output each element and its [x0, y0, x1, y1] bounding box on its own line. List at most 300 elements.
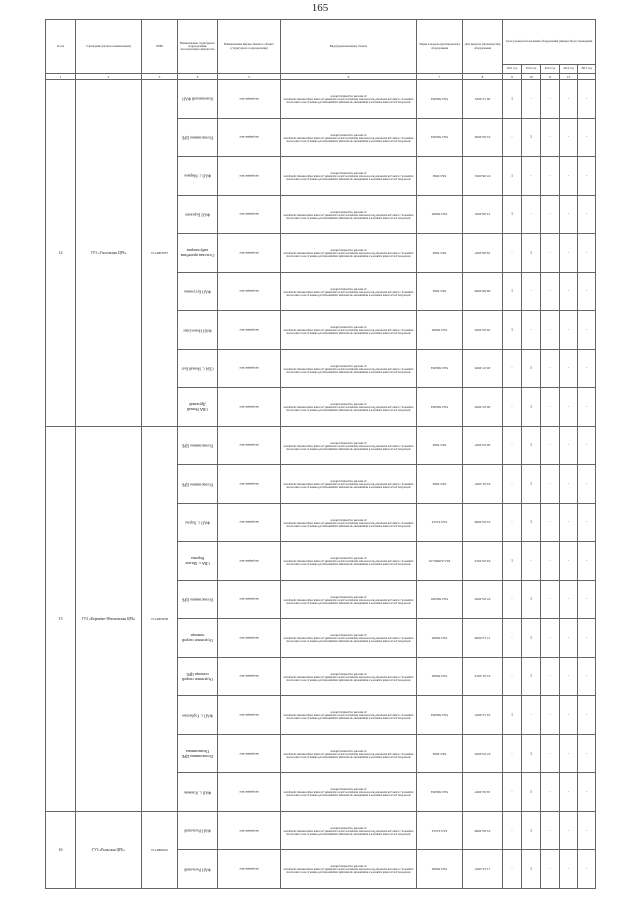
division-name: [178, 503, 218, 542]
equipment-model-text: УАЗ 396294: [430, 404, 449, 409]
division-label: ФАП Рыльский: [184, 828, 211, 834]
column-number: 6: [281, 74, 417, 80]
manufacture-date: [463, 542, 503, 581]
manufacture-date-text: 25.12.2007: [474, 713, 491, 717]
object-type: [218, 349, 281, 388]
object-purpose: [281, 195, 417, 234]
usage-year-value: -: [522, 157, 541, 196]
usage-year-value: -: [560, 80, 578, 119]
equipment-model: [417, 542, 463, 581]
header-year: 2012 год: [522, 65, 541, 74]
usage-year-value: -: [541, 619, 560, 658]
row-number: 14: [46, 80, 76, 427]
object-type-text: медицинское: [239, 520, 259, 525]
usage-year-value: 1: [503, 542, 522, 581]
equipment-model: [417, 118, 463, 157]
manufacture-date: [463, 195, 503, 234]
usage-year-value: 1: [522, 426, 541, 465]
manufacture-date: [463, 811, 503, 850]
manufacture-date-text: 16.02.2007: [474, 790, 491, 795]
table-row: [46, 426, 596, 465]
usage-year-value: -: [541, 773, 560, 812]
object-purpose: [281, 272, 417, 311]
object-type: [218, 696, 281, 735]
equipment-model: [417, 657, 463, 696]
manufacture-date: [463, 349, 503, 388]
header-usage-group: Срок (сроки) использования оборудования (имущества) в учреждении: [503, 20, 596, 65]
division-label: Поликлиника ЦРБ: [181, 597, 214, 603]
register-body: [46, 80, 596, 889]
object-purpose-text: автомобиль для доставки пациентов в медицинские организации, медицинских работников до места жительства пациентов, а также для перевозки биологических материалов для исследований, доставки лекарственных препаратов до жителей отдаленных районов: [283, 826, 414, 836]
object-type-text: медицинское: [239, 443, 259, 448]
manufacture-date-text: 17.12.2009: [474, 635, 491, 640]
equipment-model: [417, 195, 463, 234]
division-name: [178, 272, 218, 311]
division-label: СВА Новый Дружный: [187, 402, 208, 413]
object-type-text: медицинское: [239, 597, 259, 602]
object-purpose-text: автомобиль для доставки пациентов в медицинские организации, медицинских работников до места жительства пациентов, а также для перевозки биологических материалов для исследований, доставки лекарственных препаратов до жителей отдаленных районов: [283, 286, 414, 296]
object-type-text: медицинское: [239, 212, 259, 217]
usage-year-value: -: [578, 157, 596, 196]
object-type: [218, 388, 281, 427]
division-label: СВА с. Новый Быт: [181, 366, 214, 372]
object-purpose: [281, 426, 417, 465]
usage-year-value: -: [578, 80, 596, 119]
equipment-model: [417, 388, 463, 427]
object-type-text: медицинское: [239, 366, 259, 371]
object-type: [218, 234, 281, 273]
equipment-model-text: УАЗ 39629: [431, 327, 448, 332]
manufacture-date: [463, 118, 503, 157]
object-purpose-text: автомобиль для доставки пациентов в медицинские организации, медицинских работников до места жительства пациентов, а также для перевозки биологических материалов для исследований, доставки лекарственных препаратов до жителей отдаленных районов: [283, 864, 414, 874]
equipment-model: [417, 272, 463, 311]
usage-year-value: -: [560, 657, 578, 696]
usage-year-value: -: [541, 503, 560, 542]
object-purpose-text: автомобиль для доставки пациентов в медицинские организации, медицинских работников до места жительства пациентов, а также для перевозки биологических материалов для исследований, доставки лекарственных препаратов до жителей отдаленных районов: [283, 171, 414, 181]
usage-year-value: -: [503, 580, 522, 619]
manufacture-date-text: 20.07.2005: [474, 366, 491, 371]
equipment-model: [417, 465, 463, 504]
object-purpose-text: автомобиль для доставки пациентов в медицинские организации, медицинских работников до места жительства пациентов, а также для перевозки биологических материалов для исследований, доставки лекарственных препаратов до жителей отдаленных районов: [283, 94, 414, 104]
usage-year-value: -: [503, 118, 522, 157]
object-purpose: [281, 657, 417, 696]
equipment-model-text: УАЗ 39629: [431, 635, 448, 640]
usage-year-value: -: [503, 349, 522, 388]
manufacture-date-text: 10.05.2003: [474, 327, 491, 332]
object-type: [218, 773, 281, 812]
manufacture-date: [463, 773, 503, 812]
usage-year-value: -: [541, 696, 560, 735]
object-type-text: медицинское: [239, 250, 259, 255]
usage-year-value: -: [560, 734, 578, 773]
usage-year-value: -: [503, 426, 522, 465]
division-name: [178, 811, 218, 850]
equipment-model: [417, 696, 463, 735]
manufacture-date-text: 01.03.2006: [474, 520, 491, 525]
division-name: [178, 465, 218, 504]
object-type-text: медицинское: [239, 867, 259, 872]
object-purpose-text: автомобиль для доставки пациентов в медицинские организации, медицинских работников до места жительства пациентов, а также для перевозки биологических материалов для исследований, доставки лекарственных препаратов до жителей отдаленных районов: [283, 594, 414, 605]
header-num: № п/п: [46, 20, 76, 74]
usage-year-value: -: [560, 157, 578, 196]
object-type-text: медицинское: [239, 790, 259, 795]
object-purpose-text: автомобиль для доставки пациентов в медицинские организации, медицинских работников до места жительства пациентов, а также для перевозки биологических материалов для исследований, доставки лекарственных препаратов до жителей отдаленных районов: [283, 479, 414, 489]
object-purpose: [281, 234, 417, 273]
division-label: ФАП с. Горбатово: [182, 713, 213, 719]
object-type-text: медицинское: [239, 135, 259, 140]
division-label: ФАП Рыльский: [184, 867, 211, 873]
header-type: Вид (предназначение) объекта: [281, 20, 417, 74]
column-number: 11: [541, 74, 560, 80]
object-purpose-text: автомобиль для доставки пациентов в медицинские организации, медицинских работников до места жительства пациентов, а также для перевозки биологических материалов для исследований, доставки лекарственных препаратов до жителей отдаленных районов: [283, 402, 414, 412]
equipment-model-text: УАЗ 396294: [430, 96, 449, 101]
equipment-model-text: УАЗ 39629: [431, 674, 448, 679]
manufacture-date: [463, 657, 503, 696]
manufacture-date: [463, 311, 503, 350]
manufacture-date-text: 20.07.2005: [474, 404, 491, 409]
division-label: ФАП с. Клевень: [183, 790, 212, 796]
usage-year-value: -: [560, 619, 578, 658]
equipment-model: [417, 619, 463, 658]
object-purpose: [281, 734, 417, 773]
organization-name: ГУЗ «Ухоловская ЦРБ»: [76, 80, 142, 427]
object-type-text: медицинское: [239, 828, 259, 833]
column-number: 2: [76, 74, 142, 80]
manufacture-date-text: 11.12.2007: [474, 867, 491, 872]
object-purpose: [281, 465, 417, 504]
table-row: [46, 80, 596, 119]
equipment-model-text: УАЗ 3962: [432, 250, 447, 255]
usage-year-value: -: [560, 503, 578, 542]
object-purpose-text: автомобиль для доставки пациентов в медицинские организации, медицинских работников до места жительства пациентов, а также для перевозки биологических материалов для исследований, доставки лекарственных препаратов до жителей отдаленных районов: [283, 787, 414, 797]
manufacture-date-text: 25.04.2002: [474, 135, 491, 140]
manufacture-date: [463, 850, 503, 889]
usage-year-value: 1: [503, 272, 522, 311]
header-division: Наименование структурного подразделения, использующего имущество: [178, 20, 218, 74]
header-org: Учреждение (полное наименование): [76, 20, 142, 74]
usage-year-value: 1: [522, 234, 541, 273]
usage-year-value: -: [560, 311, 578, 350]
object-type-text: медицинское: [239, 327, 259, 332]
usage-year-value: -: [541, 426, 560, 465]
usage-year-value: -: [578, 850, 596, 889]
usage-year-value: -: [541, 465, 560, 504]
object-type-text: медицинское: [239, 558, 259, 563]
usage-year-value: -: [578, 388, 596, 427]
division-name: [178, 195, 218, 234]
usage-year-value: -: [560, 850, 578, 889]
manufacture-date-text: 20.03.2007: [474, 443, 491, 448]
table-row: [46, 811, 596, 850]
manufacture-date: [463, 80, 503, 119]
division-name: [178, 426, 218, 465]
object-type-text: медицинское: [239, 404, 259, 409]
object-type-text: медицинское: [239, 674, 259, 679]
division-name: [178, 311, 218, 350]
division-label: Поликлиника ЦРБ: [181, 482, 214, 488]
manufacture-date-text: 22.01.2007: [474, 481, 491, 486]
usage-year-value: -: [503, 234, 522, 273]
equipment-model: [417, 773, 463, 812]
manufacture-date-text: 20.12.2001: [474, 96, 491, 101]
organization-inn: 7214000041: [142, 811, 178, 888]
object-purpose-text: автомобиль для доставки пациентов в медицинские организации, медицинских работников до места жительства пациентов, а также для перевозки биологических материалов для исследований, доставки лекарственных препаратов до жителей отдаленных районов: [283, 363, 414, 373]
usage-year-value: -: [541, 272, 560, 311]
object-purpose: [281, 311, 417, 350]
column-number: 7: [417, 74, 463, 80]
object-type-text: медицинское: [239, 635, 259, 640]
object-purpose-text: автомобиль для доставки пациентов в медицинские организации, медицинских работников до места жительства пациентов, а также для перевозки биологических материалов для исследований, доставки лекарственных препаратов до жителей отдаленных районов: [283, 440, 414, 451]
object-purpose: [281, 542, 417, 581]
header-year: 2015 год: [578, 65, 596, 74]
division-name: [178, 80, 218, 119]
division-name: [178, 542, 218, 581]
manufacture-date: [463, 580, 503, 619]
usage-year-value: -: [578, 811, 596, 850]
manufacture-date: [463, 157, 503, 196]
usage-year-value: -: [578, 311, 596, 350]
usage-year-value: -: [560, 388, 578, 427]
usage-year-value: -: [541, 657, 560, 696]
object-type-text: медицинское: [239, 751, 259, 756]
division-label: Сельская врачебная амбулатория: [180, 248, 215, 259]
usage-year-value: 1: [522, 734, 541, 773]
usage-year-value: -: [578, 503, 596, 542]
equipment-model-text: ГАЗ 32214: [431, 520, 448, 525]
object-purpose: [281, 619, 417, 658]
object-purpose: [281, 773, 417, 812]
header-inn: ИНН: [142, 20, 178, 74]
column-number: 1: [46, 74, 76, 80]
manufacture-date-text: 07.03.2005: [474, 597, 491, 602]
equipment-model-text: УАЗ 396294: [430, 713, 449, 717]
usage-year-value: 1: [522, 773, 541, 812]
usage-year-value: -: [560, 696, 578, 735]
usage-year-value: -: [560, 811, 578, 850]
equipment-model-text: УАЗ 3962: [432, 443, 447, 448]
division-label: ФАП Бугулевка: [184, 289, 211, 295]
usage-year-value: -: [560, 118, 578, 157]
object-purpose: [281, 850, 417, 889]
object-type-text: медицинское: [239, 96, 259, 101]
object-purpose: [281, 80, 417, 119]
column-number: 12: [560, 74, 578, 80]
division-label: Поликлиника ЦРБ: [181, 135, 214, 141]
equipment-model-text: УАЗ 3962: [432, 289, 447, 294]
division-label: ФАП Березово: [185, 212, 210, 218]
organization-inn: 7214003057: [142, 80, 178, 427]
usage-year-value: 1: [503, 157, 522, 196]
division-name: [178, 734, 218, 773]
usage-year-value: -: [541, 349, 560, 388]
usage-year-value: 1: [503, 80, 522, 119]
column-number: 5: [218, 74, 281, 80]
object-type: [218, 580, 281, 619]
usage-year-value: -: [503, 657, 522, 696]
usage-year-value: -: [560, 580, 578, 619]
division-label: СВА с. Малые Коровы: [185, 556, 210, 567]
usage-year-value: 1: [503, 195, 522, 234]
usage-year-value: -: [541, 195, 560, 234]
object-type: [218, 542, 281, 581]
equipment-model-text: УАЗ 396294: [430, 790, 449, 795]
manufacture-date: [463, 426, 503, 465]
object-type: [218, 657, 281, 696]
equipment-model: [417, 80, 463, 119]
usage-year-value: -: [541, 234, 560, 273]
division-name: [178, 850, 218, 889]
equipment-model: [417, 311, 463, 350]
usage-year-value: -: [578, 118, 596, 157]
manufacture-date-text: 01.01.2010: [474, 674, 491, 679]
column-number: 3: [142, 74, 178, 80]
usage-year-value: -: [578, 773, 596, 812]
object-type: [218, 426, 281, 465]
division-name: [178, 388, 218, 427]
usage-year-value: -: [560, 465, 578, 504]
usage-year-value: -: [578, 542, 596, 581]
usage-year-value: -: [503, 734, 522, 773]
manufacture-date-text: 19.06.2007: [474, 250, 491, 255]
usage-year-value: -: [560, 773, 578, 812]
usage-year-value: 1: [522, 118, 541, 157]
usage-year-value: -: [541, 580, 560, 619]
object-type: [218, 811, 281, 850]
object-purpose-text: автомобиль для доставки пациентов в медицинские организации, медицинских работников до места жительства пациентов, а также для перевозки биологических материалов для исследований, доставки лекарственных препаратов до жителей отдаленных районов: [283, 748, 414, 759]
usage-year-value: -: [503, 850, 522, 889]
usage-year-value: -: [578, 734, 596, 773]
usage-year-value: -: [541, 80, 560, 119]
object-type: [218, 619, 281, 658]
manufacture-date-text: 25.04.2006: [474, 828, 491, 833]
object-purpose: [281, 157, 417, 196]
equipment-model: [417, 811, 463, 850]
header-date: Дата выпуска (производства) оборудования: [463, 20, 503, 74]
manufacture-date: [463, 465, 503, 504]
manufacture-date: [463, 234, 503, 273]
object-purpose-text: автомобиль для доставки пациентов в медицинские организации, медицинских работников до места жительства пациентов, а также для перевозки биологических материалов для исследований, доставки лекарственных препаратов до жителей отдаленных районов: [283, 132, 414, 142]
usage-year-value: -: [578, 234, 596, 273]
usage-year-value: 1: [522, 619, 541, 658]
organization-inn: 7214003058: [142, 426, 178, 811]
usage-year-value: -: [522, 311, 541, 350]
usage-year-value: -: [541, 388, 560, 427]
equipment-model-text: УАЗ 3962: [432, 481, 447, 486]
manufacture-date-text: 08.08.2000: [474, 289, 491, 294]
header-year: 2014 год: [560, 65, 578, 74]
manufacture-date: [463, 388, 503, 427]
manufacture-date: [463, 272, 503, 311]
object-type-text: медицинское: [239, 713, 259, 717]
usage-year-value: -: [560, 234, 578, 273]
object-type: [218, 465, 281, 504]
division-label: Отделение скорой помощи: [182, 633, 213, 644]
object-type: [218, 195, 281, 234]
column-number: 8: [463, 74, 503, 80]
usage-year-value: -: [560, 426, 578, 465]
row-number: 16: [46, 811, 76, 888]
division-label: ФАП с. Хорлы: [185, 520, 210, 526]
usage-year-value: -: [541, 118, 560, 157]
organization-name: ГУЗ «Рыльская ЦРБ»: [76, 811, 142, 888]
manufacture-date-text: 07.08.2001: [474, 173, 491, 178]
manufacture-date: [463, 734, 503, 773]
object-type: [218, 311, 281, 350]
usage-year-value: -: [541, 157, 560, 196]
equipment-model: [417, 426, 463, 465]
usage-year-value: 1: [522, 388, 541, 427]
usage-year-value: -: [503, 619, 522, 658]
object-purpose-text: автомобиль для доставки пациентов в медицинские организации, медицинских работников до места жительства пациентов, а также для перевозки биологических материалов для исследований, доставки лекарственных препаратов до жителей отдаленных районов: [283, 710, 414, 720]
division-label: Отделение скорой помощи ЦРБ: [182, 672, 213, 683]
usage-year-value: -: [541, 734, 560, 773]
object-purpose-text: автомобиль для доставки пациентов в медицинские организации, медицинских работников до места жительства пациентов, а также для перевозки биологических материалов для исследований, доставки лекарственных препаратов до жителей отдаленных районов: [283, 671, 414, 682]
usage-year-value: -: [578, 696, 596, 735]
header-year: 2011 год: [503, 65, 522, 74]
usage-year-value: -: [560, 195, 578, 234]
equipment-model-text: УАЗ 396294: [430, 366, 449, 371]
equipment-model-text: УАЗ 220695-01: [428, 558, 451, 563]
division-name: [178, 619, 218, 658]
usage-year-value: -: [578, 426, 596, 465]
header-year: 2013 год: [541, 65, 560, 74]
usage-year-value: -: [522, 272, 541, 311]
usage-year-value: -: [503, 811, 522, 850]
division-name: [178, 580, 218, 619]
usage-year-value: -: [560, 542, 578, 581]
usage-year-value: -: [522, 542, 541, 581]
usage-year-value: -: [522, 80, 541, 119]
usage-year-value: -: [578, 349, 596, 388]
column-number: 10: [522, 74, 541, 80]
usage-year-value: 1: [522, 349, 541, 388]
usage-year-value: 1: [522, 465, 541, 504]
object-type: [218, 157, 281, 196]
division-name: [178, 696, 218, 735]
division-name: [178, 773, 218, 812]
usage-year-value: 1: [522, 657, 541, 696]
manufacture-date-text: 03.03.2010: [474, 558, 491, 563]
equipment-model-text: УАЗ 39629: [431, 212, 448, 217]
division-name: [178, 118, 218, 157]
usage-year-value: -: [578, 657, 596, 696]
usage-year-value: -: [503, 388, 522, 427]
usage-year-value: -: [560, 272, 578, 311]
object-type: [218, 118, 281, 157]
usage-year-value: -: [578, 272, 596, 311]
object-purpose: [281, 503, 417, 542]
equipment-model-text: УАЗ 39629: [431, 867, 448, 872]
usage-year-value: -: [503, 465, 522, 504]
object-purpose: [281, 118, 417, 157]
usage-year-value: 1: [522, 580, 541, 619]
object-type: [218, 503, 281, 542]
usage-year-value: 1: [503, 696, 522, 735]
usage-year-value: -: [503, 503, 522, 542]
usage-year-value: 1: [522, 850, 541, 889]
usage-year-value: -: [541, 850, 560, 889]
equipment-model: [417, 234, 463, 273]
object-purpose-text: автомобиль для доставки пациентов в медицинские организации, медицинских работников до места жительства пациентов, а также для перевозки биологических материалов для исследований, доставки лекарственных препаратов до жителей отдаленных районов: [283, 517, 414, 528]
usage-year-value: -: [503, 773, 522, 812]
equipment-model: [417, 580, 463, 619]
object-purpose: [281, 580, 417, 619]
manufacture-date: [463, 696, 503, 735]
column-number: 4: [178, 74, 218, 80]
object-purpose-text: автомобиль для доставки пациентов в медицинские организации, медицинских работников до места жительства пациентов, а также для перевозки биологических материалов для исследований, доставки лекарственных препаратов до жителей отдаленных районов: [283, 248, 414, 258]
division-label: Поликлиника ЦРБ Поликлиника: [181, 749, 214, 760]
equipment-model-text: УАЗ 396295: [430, 597, 449, 602]
